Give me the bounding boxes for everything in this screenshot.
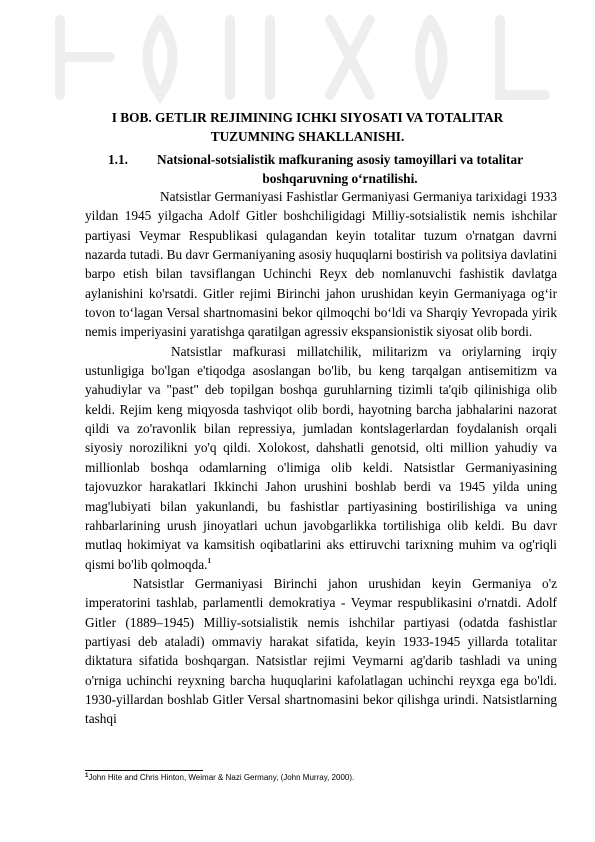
section-title bbox=[140, 150, 540, 188]
footnote bbox=[85, 773, 555, 783]
paragraph: Natsistlar Germaniyasi Birinchi jahon urushidan keyin Germaniya o'z imperatorini tashlab, parlamentli demokratiya - Veymar respublikasini o'rnatdi. Adolf Gitler (1889–1945) Milliy-sotsialistik nemis ishchilar partiyasi (odatda fashistlar partiyasi deb ataladi) ommaviy harakat sifatida, keyin 1933-1945 yillarda totalitar diktatura sifatida boshqargan. Natsistlar rejimi Veymarni ag'darib tashladi va uning o'rniga uchinchi reyxning barcha huquqlarini kafolatlagan uchinchi reyxga ega bo'ldi. 1930-yillardan boshlab Gitler Versal shartnomasini bekor qilishga urindi. Natsistlarning tashqi bbox=[85, 575, 557, 727]
section-title-line2: boshqaruvning o‘rnatilishi. bbox=[262, 171, 418, 186]
section-title-line1: Natsional-sotsialistik mafkuraning asosiy tamoyillari va totalitar bbox=[156, 152, 524, 167]
chapter-title bbox=[100, 108, 515, 146]
footnote-text: John Hite and Chris Hinton, Weimar & Nazi Germany, (John Murray, 2000). bbox=[88, 773, 355, 782]
paragraph: Natsistlar Germaniyasi Fashistlar Germaniyasi Germaniya tarixidagi 1933 yildan 1945 yilgacha Adolf Gitler boshchiligidagi Milliy-sotsialistik nemis ishchilar partiyasi Veymar Respublikasi qulagandan keyin totalitar tuzum o'rnatgan davrni nazarda tutadi. Bu davr Germaniyaning asosiy huquqlarni bostirish va politsiya davlatini barpo etish bilan tavsiflangan Uchinchi Reyx deb nomlanuvchi fashistik davlatga aylanishini ko'rsatdi. Gitler rejimi Birinchi jahon urushidan keyin Germaniyaga og‘ir tovon to‘lagan Versal shartnomasini bekor qilmoqchi bo‘ldi va Sharqiy Yevropada yirik nemis imperiyasini yaratishga qaratilgan agressiv ekspansionistik siyosat olib bordi. bbox=[85, 189, 557, 340]
paragraph-text: Natsistlar mafkurasi millatchilik, militarizm va oriylarning irqiy ustunligiga bo'lgan e'tiqodga asoslangan bo'lib, bu keng tarqalgan antisemitizm va yahudiylar va "past" deb topilgan boshqa guruhlarning tizimli ta'qib qilinishiga olib keldi. Rejim keng miqyosda tashviqot olib bordi, hayotning barcha jabhalarini nazorat qildi va zo'ravonlik bilan repressiya, jumladan kontslagerlardan foydalanish orqali siyosiy norozilikni yo'q qildi. Xolokost, dahshatli genotsid, olti million yahudiy va millionlab boshqa odamlarning o'limiga olib keldi. Natsistlar Germaniyasining tajovuzkor harakatlari Ikkinchi Jahon urushini boshlab berdi va 1945 yilda uning mag'lubiyati bilan yakunlandi, bu fashistlar partiyasining bostirilishiga va uning rahbarlarining urush jinoyatlari uchun javobgarlikka tortilishiga olib keldi. Bu davr mutlaq hokimiyat va kamsitish oqibatlarini aks ettiruvchi tarixning muhim va og'riqli qismi bo'lib qolmoqda. bbox=[85, 343, 557, 572]
footnote-divider bbox=[85, 770, 203, 771]
footnote-reference[interactable]: 1 bbox=[207, 556, 211, 565]
footnote-number: 1 bbox=[85, 773, 89, 779]
section-number: 1.1. bbox=[108, 152, 128, 167]
body-text bbox=[85, 187, 557, 729]
chapter-title-line2: TUZUMNING SHAKLLANISHI. bbox=[210, 129, 405, 144]
paragraph bbox=[85, 342, 557, 574]
chapter-title-line1: I BOB. GETLIR REJIMINING ICHKI SIYOSATI VA TOTALITAR bbox=[111, 110, 504, 125]
